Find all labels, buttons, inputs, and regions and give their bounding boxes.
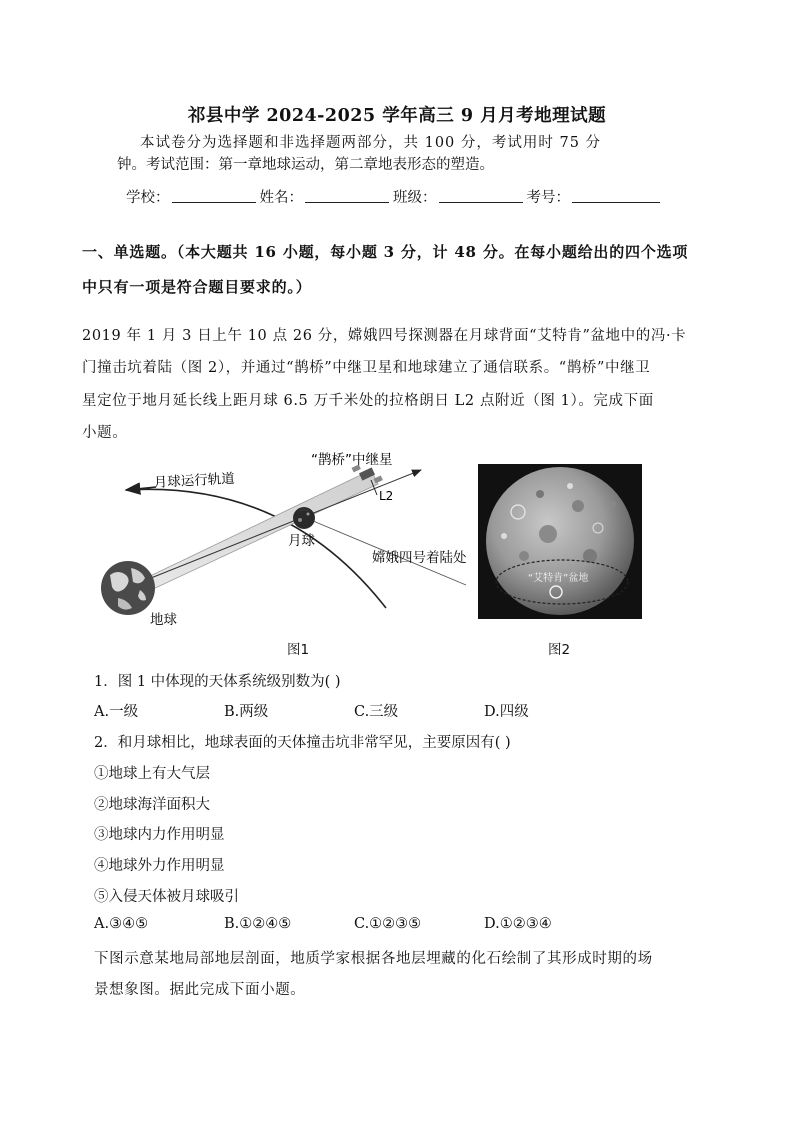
passage1-line-3: 星定位于地月延长线上距月球 6.5 万千米处的拉格朗日 L2 点附近（图 1）。完成下面 [82,393,654,409]
school-label: 学校： [126,190,170,206]
question-2-options [94,916,614,932]
class-label: 班级： [393,190,437,206]
question-2-stem: 2．和月球相比，地球表面的天体撞击坑非常罕见，主要原因有( ) [94,735,511,751]
basin-label: “艾特肯”盆地 [528,573,589,584]
passage2-line-1: 下图示意某地局部地层剖面，地质学家根据各地层埋藏的化石绘制了其形成时期的场 [94,951,653,967]
figure1-diagram [96,440,476,660]
relay-label: “鹊桥”中继星 [311,452,393,468]
moon-orbit-arc [126,489,386,608]
q2-item-4: ④地球外力作用明显 [94,858,225,874]
name-blank[interactable] [305,186,389,203]
exam-title: 祁县中学 2024-2025 学年高三 9 月月考地理试题 [187,106,607,126]
passage1-line-1: 2019 年 1 月 3 日上午 10 点 26 分，嫦娥四号探测器在月球背面“艾特肯”盆地中的冯·卡 [82,328,687,344]
moon-icon [293,507,315,529]
q1-option-b[interactable]: B.两级 [224,704,269,720]
q2-option-a[interactable]: A.③④⑤ [94,916,149,932]
q2-item-5: ⑤入侵天体被月球吸引 [94,889,239,905]
exam-intro-line-2: 钟。考试范围：第一章地球运动，第二章地表形态的塑造。 [117,157,494,173]
figure2-moon-photo [478,464,642,619]
section-heading-line-2: 中只有一项是符合题目要求的。） [82,278,312,296]
exam-intro-line-1: 本试卷分为选择题和非选择题两部分，共 100 分，考试用时 75 分 [140,135,602,151]
passage1-line-2: 门撞击坑着陆（图 2），并通过“鹊桥”中继卫星和地球建立了通信联系。“鹊桥”中继卫 [82,360,651,376]
q2-option-c[interactable]: C.①②③⑤ [354,916,422,932]
figure2-caption: 图2 [548,642,571,658]
name-label: 姓名： [259,190,303,206]
q2-option-d[interactable]: D.①②③④ [484,916,552,932]
q2-option-b[interactable]: B.①②④⑤ [224,916,292,932]
q1-option-d[interactable]: D.四级 [484,704,529,720]
passage2-line-2: 景想象图。据此完成下面小题。 [94,982,306,998]
section-heading-line-1: 一、单选题。（本大题共 16 小题，每小题 3 分，计 48 分。在每小题给出的四个选项 [82,243,689,261]
moon-label: 月球 [288,533,315,549]
q1-option-a[interactable]: A.一级 [94,704,139,720]
student-info-row [126,186,664,207]
l2-label: L2 [379,489,394,503]
figure1-caption: 图1 [287,642,310,658]
passage1-line-4: 小题。 [82,425,128,441]
earth-icon [101,561,155,615]
q2-item-1: ①地球上有大气层 [94,766,210,782]
earth-label: 地球 [150,612,177,628]
school-blank[interactable] [172,186,256,203]
q1-option-c[interactable]: C.三级 [354,704,399,720]
q2-item-2: ②地球海洋面积大 [94,797,210,813]
question-1-options [94,700,614,721]
moon-disk [486,467,634,615]
landing-label: 嫦娥四号着陆处 [372,550,467,566]
orbit-label: 月球运行轨道 [153,470,236,491]
exam-number-label: 考号： [526,190,570,206]
q2-item-3: ③地球内力作用明显 [94,827,225,843]
class-blank[interactable] [439,186,523,203]
exam-number-blank[interactable] [572,186,660,203]
question-1-stem: 1．图 1 中体现的天体系统级别数为( ) [94,674,341,690]
